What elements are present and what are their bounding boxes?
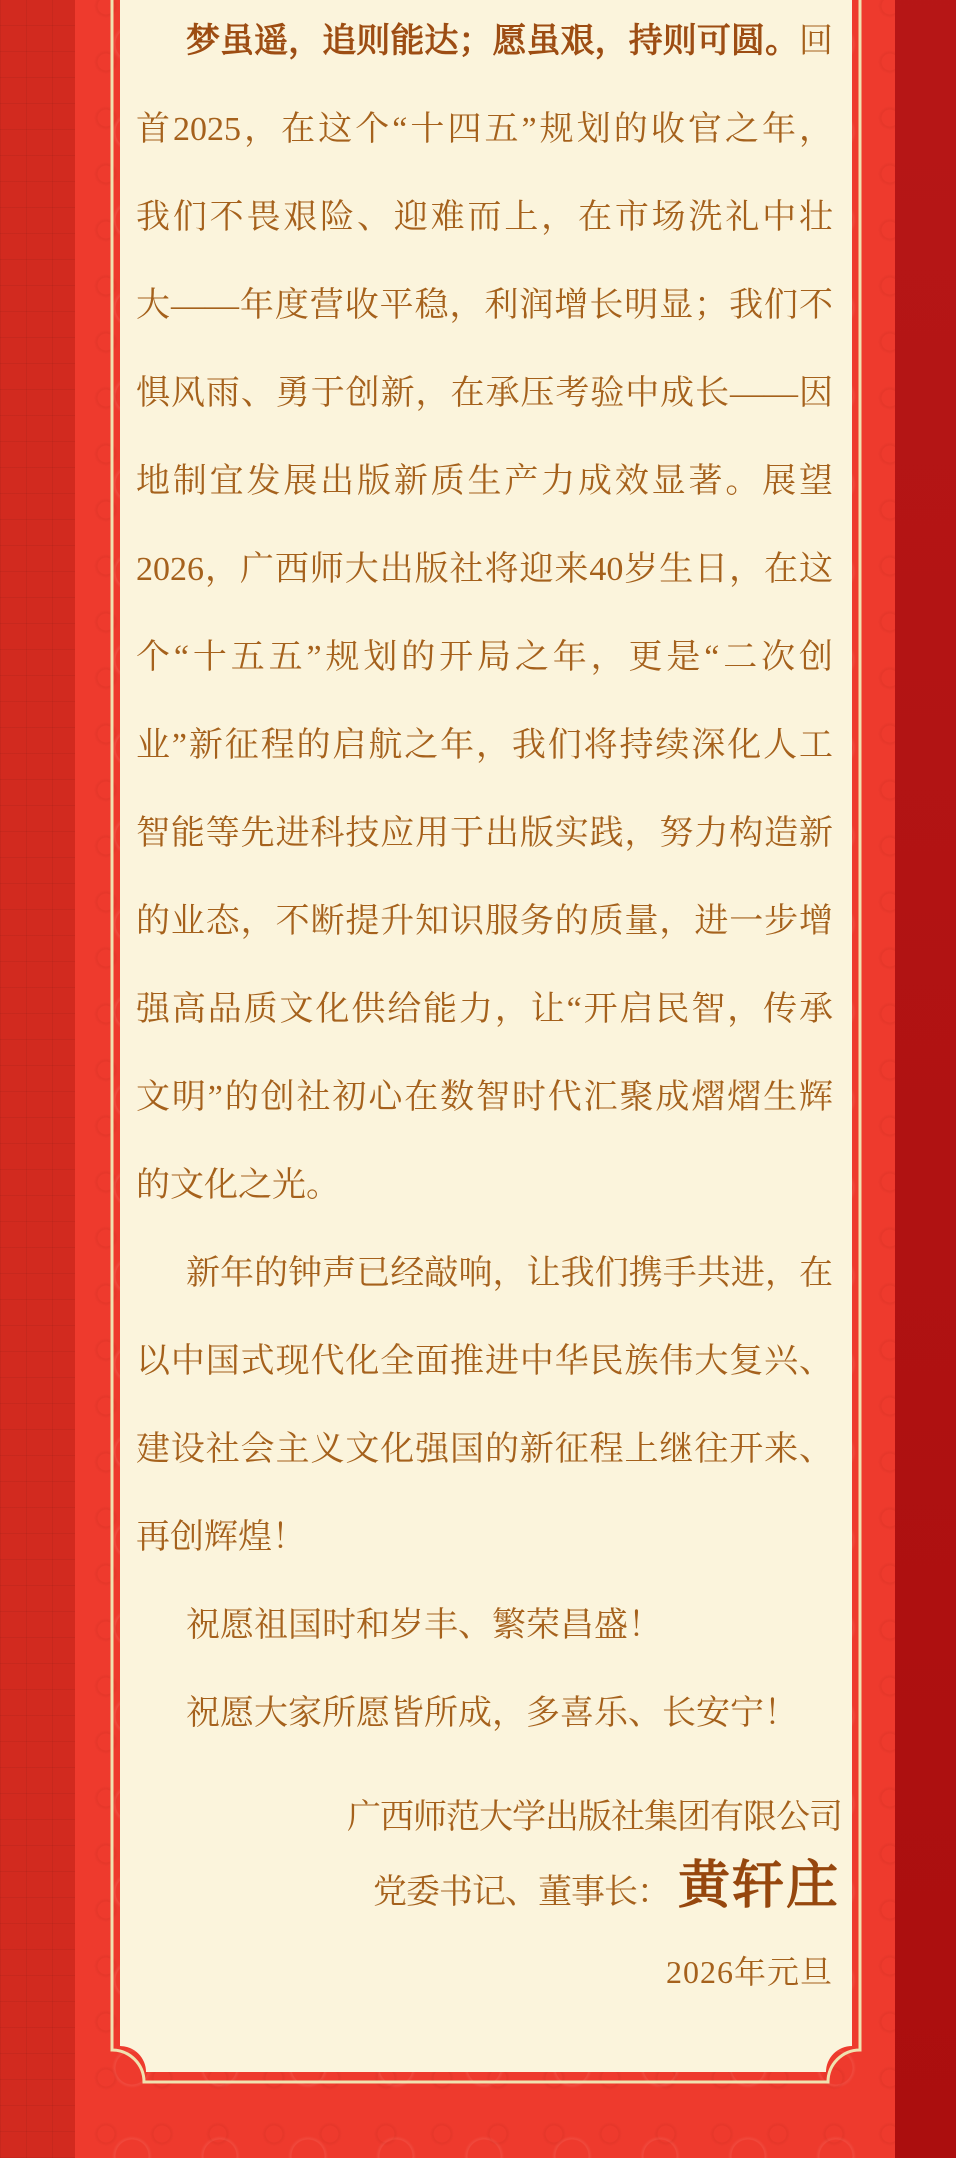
letter-line [136,966,833,1054]
letter-line [136,0,833,86]
letter-line [136,174,833,262]
letter-line [136,1670,833,1758]
letter-line-segment: 文明”的创社初心在数智时代汇聚成熠熠生辉 [136,1079,833,1116]
letter-line-segment: 强高品质文化供给能力，让“开启民智，传承 [136,991,833,1028]
letter-line [136,1318,833,1406]
signer-title: 党委书记、董事长： [372,1874,670,1911]
letter-line [136,1054,833,1142]
letter-line-segment: 的业态，不断提升知识服务的质量，进一步增 [136,903,833,940]
letter-line-segment: 以中国式现代化全面推进中华民族伟大复兴、 [136,1343,833,1380]
letter-line [136,262,833,350]
letter-line [136,878,833,966]
letter-line-segment: 再创辉煌！ [136,1519,306,1556]
letter-line [136,1142,833,1230]
letter-line-segment: 的文化之光。 [136,1167,340,1204]
letter-line-segment: 首2025，在这个“十四五”规划的收官之年， [136,111,833,148]
letter-line [136,614,833,702]
letter-line [136,438,833,526]
letter-line-bold-segment: 梦虽遥，追则能达；愿虽艰，持则可圆。 [186,23,799,60]
letter-line [136,1406,833,1494]
letter-line [136,350,833,438]
letter-line-segment: 惧风雨、勇于创新，在承压考验中成长——因 [136,375,833,412]
letter-line-segment: 大——年度营收平稳，利润增长明显；我们不 [136,287,833,324]
greeting-letter [136,0,833,1758]
letter-line [136,790,833,878]
letter-line-segment: 新年的钟声已经敲响，让我们携手共进，在 [186,1255,833,1292]
letter-line-segment: 个“十五五”规划的开局之年，更是“二次创 [136,639,833,676]
letter-line [136,1494,833,1582]
letter-line-segment: 业”新征程的启航之年，我们将持续深化人工 [136,727,833,764]
letter-line-segment: 回 [799,23,833,60]
signer-signature: 黄轩庄 [677,1858,840,1915]
letter-line [136,1230,833,1318]
letter-date: 2026年元旦 [665,1954,833,1990]
letter-line-segment: 智能等先进科技应用于出版实践，努力构造新 [136,815,833,852]
signer-line [373,1852,840,1934]
letter-line-segment: 2026，广西师大出版社将迎来40岁生日，在这 [136,551,833,588]
letter-line [136,526,833,614]
letter-line [136,86,833,174]
letter-line-segment: 我们不畏艰险、迎难而上，在市场洗礼中壮 [136,199,833,236]
letter-line-segment: 建设社会主义文化强国的新征程上继往开来、 [136,1431,833,1468]
letter-line [136,1582,833,1670]
letter-line-segment: 祝愿大家所愿皆所成，多喜乐、长安宁！ [186,1695,798,1732]
company-name: 广西师范大学出版社集团有限公司 [347,1799,842,1836]
letter-line-segment: 祝愿祖国时和岁丰、繁荣昌盛！ [186,1607,662,1644]
letter-line-segment: 地制宜发展出版新质生产力成效显著。展望 [136,463,833,500]
letter-line [136,702,833,790]
